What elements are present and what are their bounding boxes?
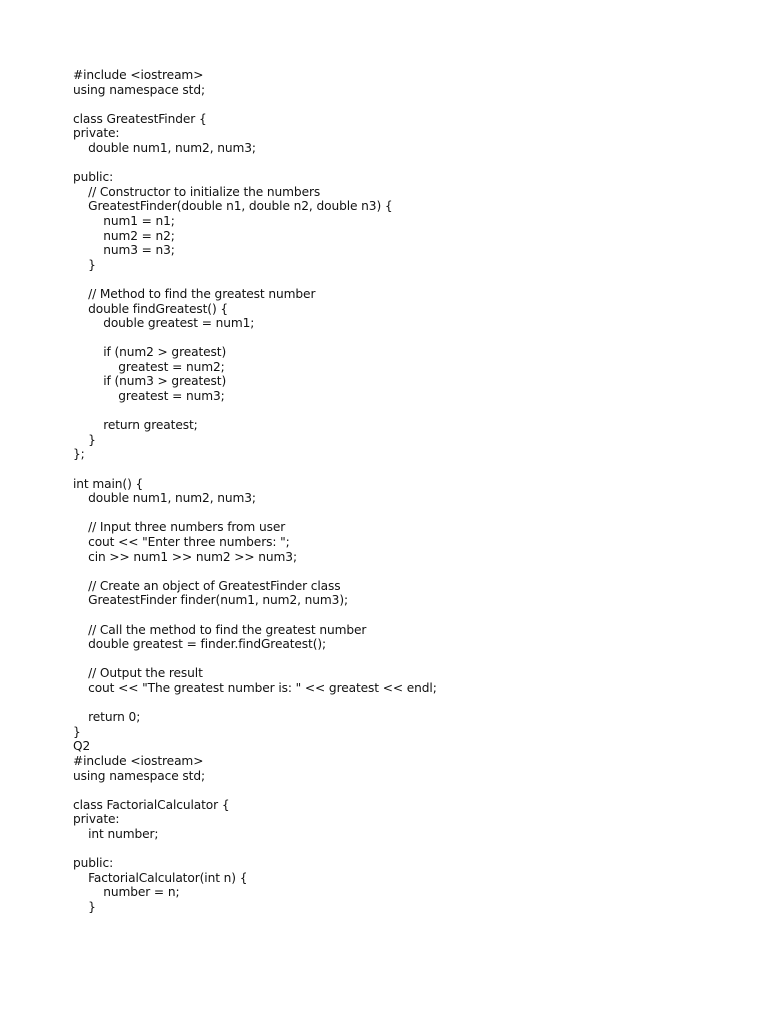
code-line: class GreatestFinder { — [73, 111, 207, 126]
code-line — [73, 608, 733, 623]
code-line: int main() { — [73, 476, 144, 491]
code-line: double greatest = finder.findGreatest(); — [73, 637, 327, 652]
code-line: double greatest = num1; — [73, 316, 255, 331]
code-line: num3 = n3; — [73, 243, 175, 258]
code-line — [73, 783, 733, 798]
code-line: using namespace std; — [73, 768, 205, 783]
code-line: int number; — [73, 826, 159, 841]
code-line: FactorialCalculator(int n) { — [73, 870, 248, 885]
code-line: public: — [73, 170, 114, 185]
code-line: // Create an object of GreatestFinder class — [73, 578, 341, 593]
code-line: return greatest; — [73, 418, 198, 433]
code-line: if (num2 > greatest) — [73, 345, 227, 360]
code-line — [73, 331, 733, 346]
code-line: double findGreatest() { — [73, 301, 229, 316]
code-listing — [73, 68, 733, 914]
code-line: } — [73, 724, 81, 739]
code-line: }; — [73, 447, 85, 462]
code-line — [73, 462, 733, 477]
code-line: return 0; — [73, 710, 141, 725]
code-line — [73, 841, 733, 856]
code-line: } — [73, 899, 96, 914]
code-line: #include <iostream> — [73, 753, 204, 768]
code-line — [73, 696, 733, 711]
section-label-q2: Q2 — [73, 739, 91, 754]
code-line: // Output the result — [73, 666, 203, 681]
code-line: if (num3 > greatest) — [73, 374, 227, 389]
code-line: } — [73, 432, 96, 447]
code-line: double num1, num2, num3; — [73, 140, 256, 155]
code-line: using namespace std; — [73, 82, 205, 97]
code-line: cin >> num1 >> num2 >> num3; — [73, 549, 297, 564]
code-line — [73, 506, 733, 521]
code-line: // Method to find the greatest number — [73, 286, 316, 301]
code-line: double num1, num2, num3; — [73, 491, 256, 506]
code-line: GreatestFinder finder(num1, num2, num3); — [73, 593, 348, 608]
code-line — [73, 156, 733, 171]
code-line: number = n; — [73, 885, 180, 900]
code-line — [73, 97, 733, 112]
code-line: num1 = n1; — [73, 213, 175, 228]
code-line: cout << "Enter three numbers: "; — [73, 535, 290, 549]
code-line: private: — [73, 126, 120, 141]
code-line: // Call the method to find the greatest number — [73, 622, 367, 637]
code-line — [73, 564, 733, 579]
code-line: } — [73, 257, 96, 272]
code-line: class FactorialCalculator { — [73, 797, 230, 812]
code-line: GreatestFinder(double n1, double n2, double n3) { — [73, 199, 393, 214]
code-line: num2 = n2; — [73, 228, 175, 243]
code-line: private: — [73, 812, 120, 827]
code-line — [73, 404, 733, 419]
code-line: // Input three numbers from user — [73, 520, 286, 535]
code-line — [73, 272, 733, 287]
code-line: #include <iostream> — [73, 68, 204, 82]
code-line: public: — [73, 856, 114, 871]
code-line: greatest = num3; — [73, 389, 225, 404]
code-line: // Constructor to initialize the numbers — [73, 184, 321, 199]
code-line — [73, 652, 733, 667]
code-line: greatest = num2; — [73, 359, 225, 374]
code-line: cout << "The greatest number is: " << greatest << endl; — [73, 680, 437, 695]
